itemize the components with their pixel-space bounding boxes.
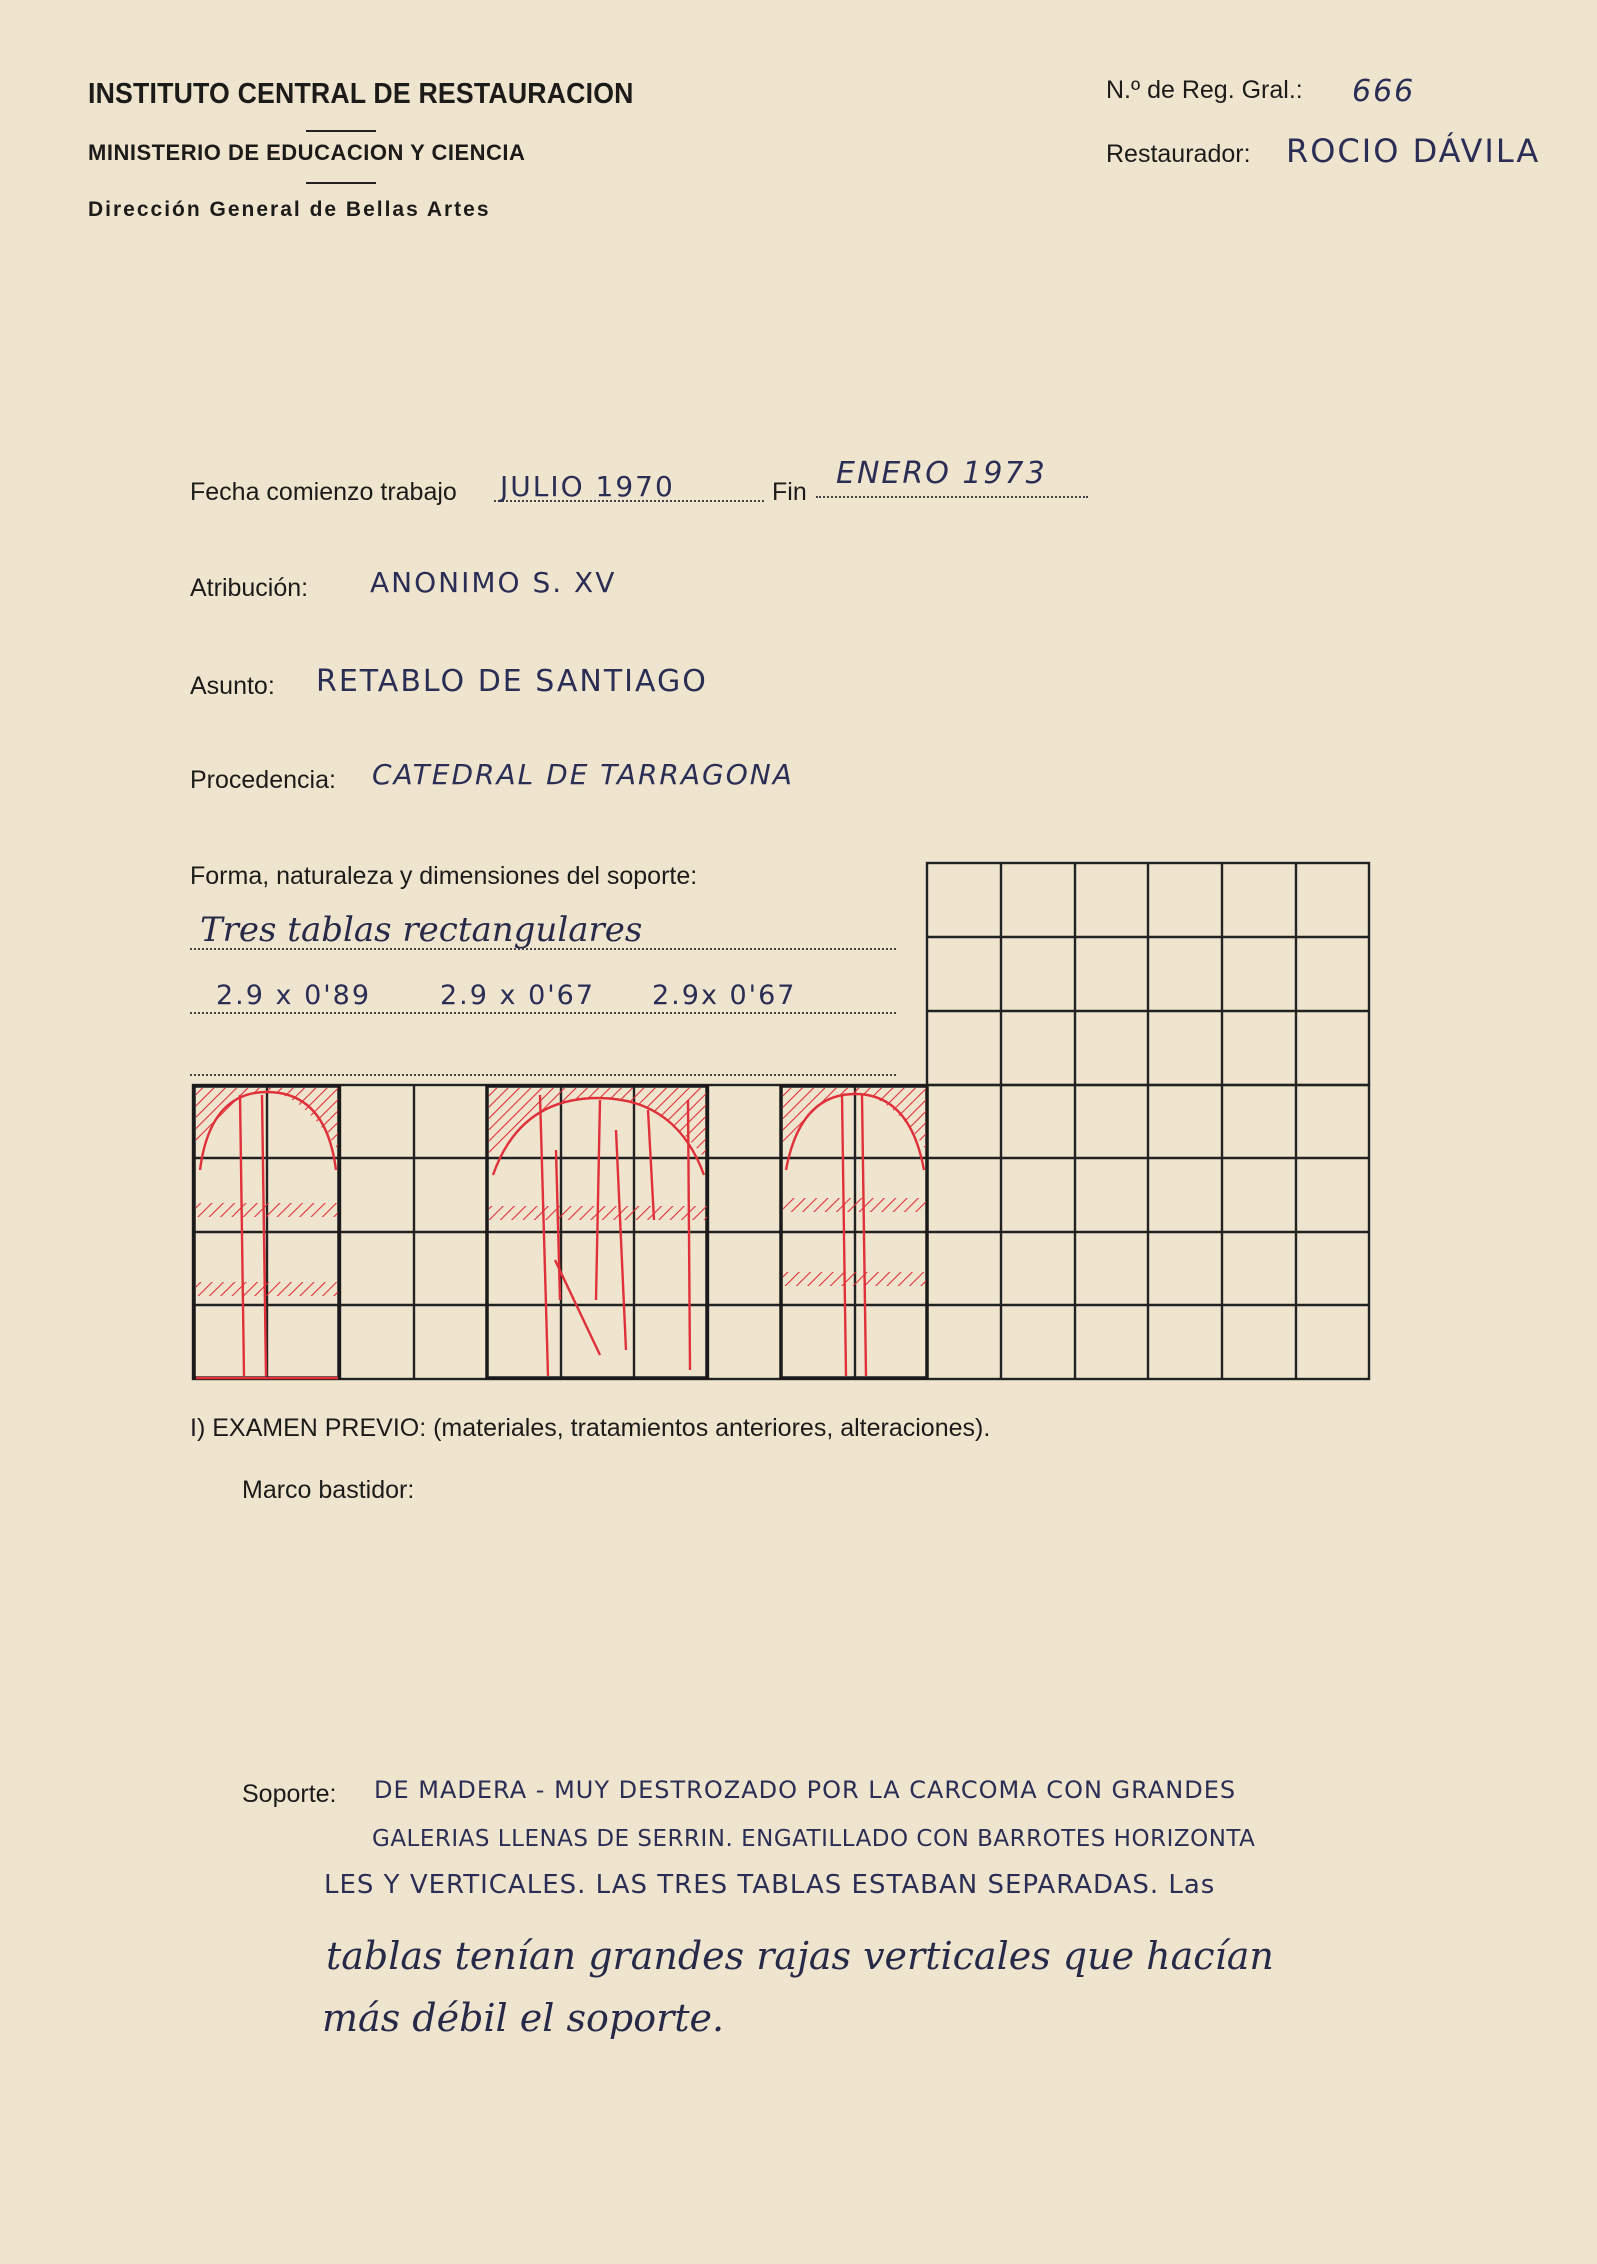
ministry-title: MINISTERIO DE EDUCACION Y CIENCIA — [88, 140, 526, 165]
reg-label: N.º de Reg. Gral.: — [1106, 76, 1303, 104]
support-form-label: Forma, naturaleza y dimensiones del soporte: — [190, 862, 698, 890]
grid-upper — [927, 863, 1369, 1085]
restorer-value: ROCIO DÁVILA — [1286, 132, 1541, 170]
support-note-line: LES Y VERTICALES. LAS TRES TABLAS ESTABAN SEPARADAS. Las — [324, 1870, 1216, 1900]
institute-title: INSTITUTO CENTRAL DE RESTAURACION — [88, 78, 634, 110]
support-note-line: tablas tenían grandes rajas verticales que hacían — [326, 1934, 1274, 1978]
end-date-value: ENERO 1973 — [836, 456, 1047, 491]
reg-value: 666 — [1352, 74, 1416, 109]
exam-heading: I) EXAMEN PREVIO: (materiales, tratamientos anteriores, alteraciones). — [190, 1414, 991, 1442]
start-date-value: JULIO 1970 — [500, 470, 675, 503]
origin-value: CATEDRAL DE TARRAGONA — [372, 758, 794, 791]
support-note-line: más débil el soporte. — [322, 1996, 725, 2040]
direction-title: Dirección General de Bellas Artes — [88, 198, 491, 221]
attribution-label: Atribución: — [190, 574, 309, 602]
end-date-label: Fin — [772, 478, 807, 506]
frame-label: Marco bastidor: — [242, 1476, 415, 1504]
subject-label: Asunto: — [190, 672, 275, 700]
support-note-line: DE MADERA - MUY DESTROZADO POR LA CARCOMA CON GRANDES — [374, 1776, 1237, 1804]
support-form-value: Tres tablas rectangulares — [200, 910, 643, 950]
support-label: Soporte: — [242, 1780, 337, 1808]
subject-value: RETABLO DE SANTIAGO — [316, 664, 708, 699]
support-note-line: GALERIAS LLENAS DE SERRIN. ENGATILLADO CON BARROTES HORIZONTA — [372, 1826, 1256, 1852]
panel-dimension: 2.9 x 0'89 — [216, 980, 372, 1011]
panel-dimension: 2.9x 0'67 — [652, 980, 797, 1011]
origin-label: Procedencia: — [190, 766, 336, 794]
start-date-label: Fecha comienzo trabajo — [190, 478, 457, 506]
restorer-label: Restaurador: — [1106, 140, 1251, 168]
panel-dimension: 2.9 x 0'67 — [440, 980, 596, 1011]
attribution-value: ANONIMO S. XV — [370, 566, 617, 599]
